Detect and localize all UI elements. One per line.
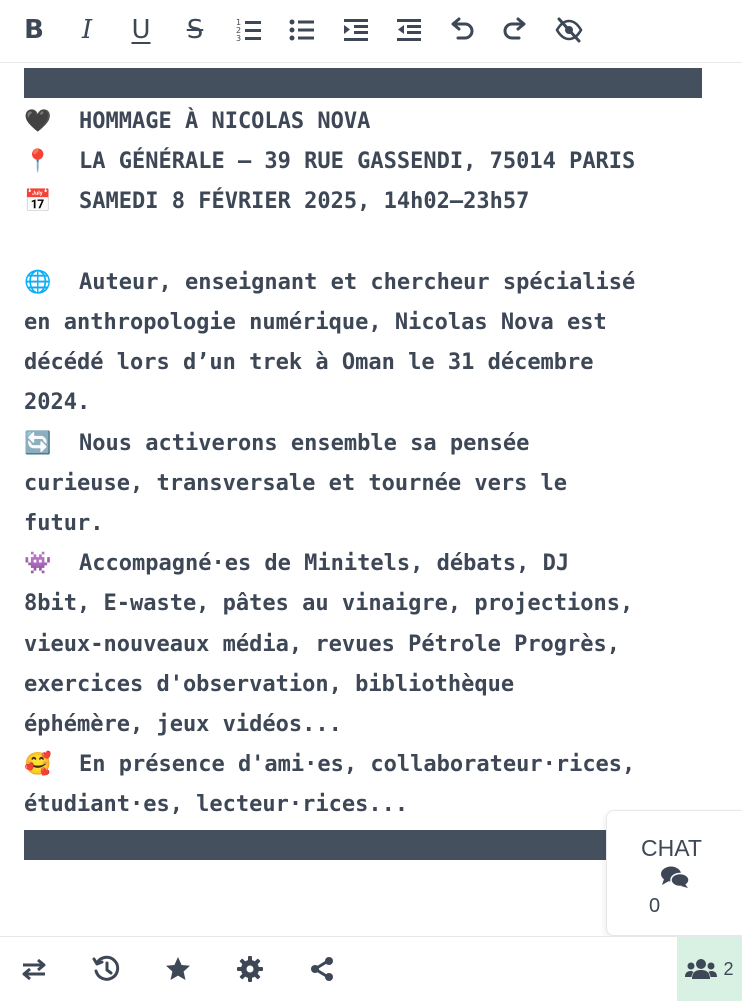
text-line bbox=[24, 504, 724, 544]
svg-text:2: 2 bbox=[236, 26, 242, 35]
history-icon bbox=[92, 955, 120, 983]
text-line bbox=[24, 745, 724, 785]
settings-button[interactable] bbox=[234, 953, 266, 985]
line-text: Nous activerons ensemble sa pensée bbox=[79, 430, 530, 456]
line-text: LA GÉNÉRALE — 39 RUE GASSENDI, 75014 PARIS bbox=[79, 149, 636, 175]
undo-icon bbox=[448, 16, 476, 44]
text-line bbox=[24, 705, 724, 745]
chat-label: CHAT bbox=[641, 835, 702, 861]
blank-line bbox=[24, 223, 724, 263]
swap-button[interactable] bbox=[18, 953, 50, 985]
line-text: HOMMAGE À NICOLAS NOVA bbox=[79, 109, 371, 134]
gear-icon bbox=[236, 955, 264, 983]
editor-toolbar bbox=[0, 0, 742, 63]
line-text: décédé lors d’un trek à Oman le 31 décembre bbox=[24, 350, 594, 376]
bold-button[interactable]: B bbox=[24, 15, 44, 45]
text-line bbox=[24, 263, 724, 303]
document-body[interactable] bbox=[24, 102, 724, 826]
share-button[interactable] bbox=[306, 953, 338, 985]
emoji-icon: 📍 bbox=[24, 149, 52, 175]
italic-button[interactable]: I bbox=[81, 15, 93, 45]
users-icon bbox=[685, 957, 717, 981]
text-line bbox=[24, 102, 724, 142]
history-button[interactable] bbox=[90, 953, 122, 985]
line-text: 8bit, E-waste, pâtes au vinaigre, projections, bbox=[24, 591, 634, 617]
outdent-button[interactable] bbox=[391, 12, 427, 48]
emoji-icon: 🥰 bbox=[24, 752, 52, 778]
indent-icon bbox=[342, 16, 370, 44]
redo-button[interactable] bbox=[497, 12, 533, 48]
ordered-list-button[interactable] bbox=[231, 12, 267, 48]
emoji-icon: 🔄 bbox=[24, 430, 52, 456]
text-line bbox=[24, 343, 724, 383]
separator-bar bbox=[24, 68, 702, 98]
users-count: 2 bbox=[723, 958, 734, 979]
indent-button[interactable] bbox=[338, 12, 374, 48]
bullet-list-icon bbox=[288, 16, 316, 44]
line-text: curieuse, transversale et tournée vers le bbox=[24, 470, 568, 496]
line-text: Auteur, enseignant et chercheur spécialisé bbox=[79, 269, 636, 295]
chat-unread-count: 0 bbox=[649, 895, 661, 917]
undo-button[interactable] bbox=[444, 12, 480, 48]
text-line bbox=[24, 182, 724, 222]
text-line bbox=[24, 303, 724, 343]
line-text: exercices d'observation, bibliothèque bbox=[24, 671, 515, 697]
line-text: En présence d'ami·es, collaborateur·rices, bbox=[79, 752, 636, 778]
line-text: vieux-nouveaux média, revues Pétrole Progrès, bbox=[24, 631, 621, 657]
line-text: en anthropologie numérique, Nicolas Nova est bbox=[24, 310, 607, 335]
emoji-icon: 📅 bbox=[24, 189, 52, 215]
text-line bbox=[24, 544, 724, 584]
comments-icon bbox=[660, 865, 690, 889]
line-text: Accompagné·es de Minitels, débats, DJ bbox=[79, 551, 570, 577]
line-text: futur. bbox=[24, 511, 104, 537]
svg-text:3: 3 bbox=[236, 34, 242, 43]
redo-icon bbox=[501, 16, 529, 44]
underline-button[interactable]: U bbox=[131, 15, 151, 45]
text-line bbox=[24, 424, 724, 464]
users-button[interactable] bbox=[677, 937, 742, 1001]
outdent-icon bbox=[395, 16, 423, 44]
text-line bbox=[24, 584, 724, 624]
emoji-icon: 🌐 bbox=[24, 269, 52, 295]
bottom-toolbar bbox=[0, 936, 742, 1001]
text-line bbox=[24, 383, 724, 423]
text-line bbox=[24, 625, 724, 665]
share-icon bbox=[308, 955, 336, 983]
text-line bbox=[24, 665, 724, 705]
strikethrough-button[interactable]: S bbox=[186, 15, 204, 45]
ordered-list-icon bbox=[235, 16, 263, 44]
line-text: éphémère, jeux vidéos... bbox=[24, 712, 342, 738]
chat-button[interactable] bbox=[606, 810, 742, 936]
text-line bbox=[24, 142, 724, 182]
text-line bbox=[24, 464, 724, 504]
exchange-icon bbox=[20, 955, 48, 983]
line-text: étudiant·es, lecteur·rices... bbox=[24, 792, 409, 818]
emoji-icon: 🖤 bbox=[24, 109, 52, 134]
bullet-list-button[interactable] bbox=[284, 12, 320, 48]
star-icon bbox=[164, 955, 192, 983]
emoji-icon: 👾 bbox=[24, 551, 52, 577]
svg-text:1: 1 bbox=[236, 18, 242, 27]
separator-bar bbox=[24, 830, 608, 860]
favorite-button[interactable] bbox=[162, 953, 194, 985]
line-text: 2024. bbox=[24, 390, 91, 416]
line-text: SAMEDI 8 FÉVRIER 2025, 14h02—23h57 bbox=[79, 189, 530, 215]
eye-slash-icon bbox=[555, 16, 583, 44]
toggle-preview-button[interactable] bbox=[551, 12, 587, 48]
